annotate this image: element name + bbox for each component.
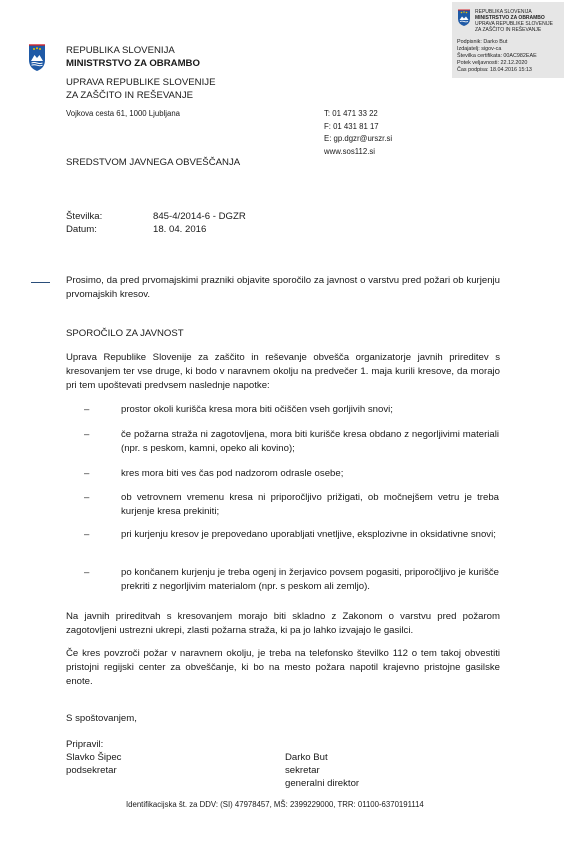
list-item: ob vetrovnem vremenu kresa ni priporočljivo prižigati, ob močnejšem vetru je treba kurjenje kresa prekiniti; xyxy=(121,492,499,517)
list-item: pri kurjenju kresov je prepovedano uporabljati vnetljive, eksplozivne in oksidativne snovi; xyxy=(121,529,496,540)
list-item: prostor okoli kurišča kresa mora biti očiščen vseh gorljivih snovi; xyxy=(121,404,393,415)
closing: S spoštovanjem, xyxy=(66,713,137,724)
stamp-header-republic: REPUBLIKA SLOVENIJA xyxy=(475,9,532,15)
stamp-header-admin-2: ZA ZAŠČITO IN REŠEVANJE xyxy=(475,27,542,33)
bullet-marker: – xyxy=(84,492,90,503)
bullet-marker: – xyxy=(84,404,90,415)
signer-role: sekretar xyxy=(285,765,320,776)
list-item: kres mora biti ves čas pod nadzorom odrasle osebe; xyxy=(121,468,344,479)
margin-rule xyxy=(31,282,50,283)
stamp-certificate: Številka certifikata: 00AC982EAE xyxy=(457,53,537,59)
header-administration-line1: UPRAVA REPUBLIKE SLOVENIJE xyxy=(66,77,216,88)
stamp-validity: Potek veljavnosti: 22.12.2020 xyxy=(457,60,528,66)
signer-name: Darko But xyxy=(285,752,328,763)
header-address: Vojkova cesta 61, 1000 Ljubljana xyxy=(66,109,181,118)
prepared-role: podsekretar xyxy=(66,765,117,776)
bullet-marker: – xyxy=(84,529,90,540)
header-web: www.sos112.si xyxy=(324,147,375,156)
stamp-issuer: Izdajatelj: sigov-ca xyxy=(457,46,502,52)
header-ministry: MINISTRSTVO ZA OBRAMBO xyxy=(66,58,200,69)
header-republic: REPUBLIKA SLOVENIJA xyxy=(66,45,175,56)
stamp-header-ministry: MINISTRSTVO ZA OBRAMBO xyxy=(475,15,545,21)
list-item: če požarna straža ni zagotovljena, mora biti kurišče kresa obdano z negorljivimi materiali (npr. s peskom, kamni, opeko ali kovino); xyxy=(121,429,499,454)
header-fax: F: 01 431 81 17 xyxy=(324,122,379,131)
stamp-sign-time: Čas podpisa: 18.04.2016 15:13 xyxy=(457,67,532,73)
bullet-marker: – xyxy=(84,429,90,440)
signer-title: generalni direktor xyxy=(285,778,360,789)
header-administration-line2: ZA ZAŠČITO IN REŠEVANJE xyxy=(66,90,194,101)
coat-of-arms-icon xyxy=(28,44,46,72)
list-item: po končanem kurjenju je treba ogenj in žerjavico povsem pogasiti, priporočljivo je kurišče prekriti z negorljivim materialom (npr. s peskom ali zemljo). xyxy=(121,567,499,592)
intro-paragraph: Prosimo, da pred prvomajskimi prazniki objavite sporočilo za javnost o varstvu pred požari ob kurjenju prvomajskih kresov. xyxy=(66,275,500,300)
prepared-name: Slavko Šipec xyxy=(66,752,122,763)
lead-paragraph: Uprava Republike Slovenije za zaščito in reševanje obvešča organizatorje javnih prireditev s kresovanjem ter vse druge, ki bodo v naravnem okolju na predvečer 1. maja kurili kresove, da morajo pri tem upoštevati predvsem naslednje napotke: xyxy=(66,352,500,391)
coat-of-arms-icon xyxy=(457,9,471,27)
recipient: SREDSTVOM JAVNEGA OBVEŠČANJA xyxy=(66,157,241,168)
date-value: 18. 04. 2016 xyxy=(153,224,207,235)
signature-stamp xyxy=(452,2,564,78)
prepared-label: Pripravil: xyxy=(66,739,104,750)
header-email: E: gp.dgzr@urszr.si xyxy=(324,134,393,143)
date-label: Datum: xyxy=(66,224,97,235)
paragraph-emergency: Če kres povzroči požar v naravnem okolju, je treba na telefonsko številko 112 o tem takoj obvestiti pristojni regijski center za obveščanje, ki bo na mesto požara napotil krajevno pristojne gasilske enote. xyxy=(66,648,500,687)
bullet-marker: – xyxy=(84,567,90,578)
header-phone: T: 01 471 33 22 xyxy=(324,109,378,118)
paragraph-fire-watch: Na javnih prireditvah s kresovanjem morajo biti skladno z Zakonom o varstvu pred požarom zagotovljeni ustrezni ukrepi, zlasti požarna straža, ki pa jo lahko izvajajo le gasilci. xyxy=(66,611,500,636)
footer-ids: Identifikacijska št. za DDV: (SI) 47978457, MŠ: 2399229000, TRR: 01100-6370191114 xyxy=(126,800,424,809)
bullet-marker: – xyxy=(84,468,90,479)
stamp-header-admin-1: UPRAVA REPUBLIKE SLOVENIJE xyxy=(475,21,553,27)
section-title: SPOROČILO ZA JAVNOST xyxy=(66,328,184,339)
number-value: 845-4/2014-6 - DGZR xyxy=(153,211,246,222)
stamp-signer: Podpisnik: Darko But xyxy=(457,39,508,45)
number-label: Številka: xyxy=(66,211,103,222)
